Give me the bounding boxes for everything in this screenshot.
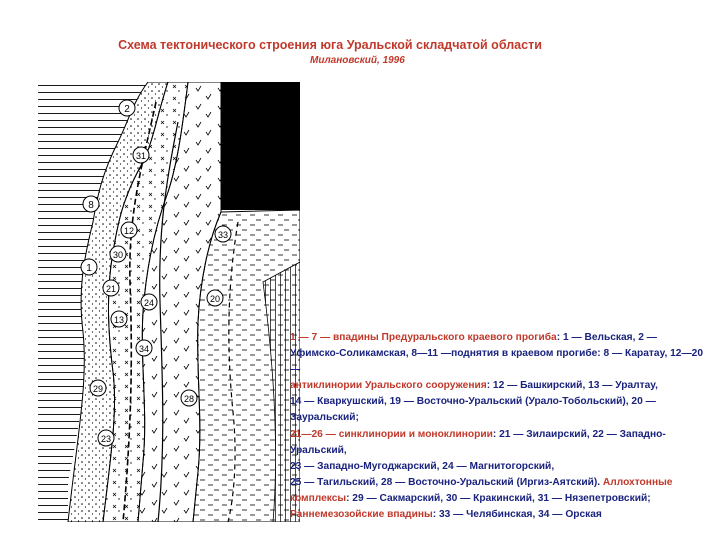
legend-segment: : 1 — Вельская, 2 — xyxy=(556,332,657,343)
map-label: 29 xyxy=(92,384,104,394)
map-label-marker xyxy=(121,222,137,238)
map-label-marker xyxy=(103,280,119,296)
legend-line xyxy=(290,507,710,523)
map-label-marker xyxy=(207,290,223,306)
map-label: 31 xyxy=(135,151,147,161)
map-label-marker xyxy=(98,430,114,446)
map-label-marker xyxy=(133,147,149,163)
legend-segment: 14 — Кваркушский, 19 — Восточно-Уральский (Урало-Тобольский), 20 — Зауральский; xyxy=(290,396,656,424)
legend-segment: : 29 — Сакмарский, 30 — Кракинский, 31 — Нязепетровский; xyxy=(346,492,651,504)
map-label-marker xyxy=(90,380,106,396)
page-title: Схема тектонического строения юга Уральской складчатой области xyxy=(118,38,542,52)
map-label: 23 xyxy=(100,434,112,444)
map-label-marker xyxy=(110,246,126,262)
covered-area-block xyxy=(221,82,300,210)
legend-segment: : 21 — Зилаирский, 22 — Западно-Уральский, xyxy=(290,428,666,456)
map-label-marker xyxy=(81,259,97,275)
legend-segment: Уфимско-Соликамская, 8—11 —поднятия в краевом прогибе: 8 — Каратау, 12—20 — xyxy=(290,348,703,376)
legend-segment: 23 — Западно-Мугоджарский, 24 — Магнитогорский, xyxy=(290,460,555,472)
map-label-marker xyxy=(119,100,135,116)
map-label-marker xyxy=(136,340,152,356)
map-label-marker xyxy=(181,390,197,406)
legend-line xyxy=(290,394,710,426)
legend-segment: : 12 — Башкирский, 13 — Уралтау, xyxy=(486,380,658,392)
legend-line xyxy=(290,427,710,459)
legend-segment: 1 — 7 — впадины Предуральского краевого прогиба xyxy=(290,332,557,343)
map-label: 33 xyxy=(217,230,229,240)
author-citation: Милановский, 1996 xyxy=(310,55,405,66)
map-label: 8 xyxy=(88,200,94,211)
map-label: 34 xyxy=(138,344,150,354)
legend-segment: Аллохтонные xyxy=(602,476,673,488)
map-label: 1 xyxy=(86,263,92,274)
map-label: 28 xyxy=(183,394,195,404)
legend-line xyxy=(290,346,710,378)
legend-segment: Раннемезозойские впадины xyxy=(290,509,433,521)
map-label-marker xyxy=(215,226,231,242)
map-label-marker xyxy=(83,196,99,212)
legend-line xyxy=(290,491,710,507)
legend-segment: антиклинории Уральского сооружения xyxy=(290,380,487,392)
map-label: 13 xyxy=(113,315,125,325)
legend-line xyxy=(290,475,710,491)
map-label-marker xyxy=(111,311,127,327)
map-label: 30 xyxy=(112,250,124,260)
legend-line xyxy=(290,330,710,346)
legend-line xyxy=(290,378,710,394)
legend-segment: : 33 — Челябинская, 34 — Орская xyxy=(432,509,602,521)
tectonic-map xyxy=(38,82,300,522)
legend-segment: 25 — Тагильский, 28 — Восточно-Уральский (Иргиз-Аятский). xyxy=(290,476,603,488)
map-label-marker xyxy=(141,294,157,310)
legend-line xyxy=(290,459,710,475)
legend-segment: 21—26 — синклинории и моноклинории xyxy=(290,428,493,440)
map-label: 24 xyxy=(143,298,155,308)
legend xyxy=(290,330,710,523)
map-label: 12 xyxy=(123,226,135,236)
map-label: 20 xyxy=(209,294,221,304)
legend-segment: комплексы xyxy=(290,492,347,504)
map-label: 2 xyxy=(124,104,130,115)
map-label: 21 xyxy=(105,284,117,294)
